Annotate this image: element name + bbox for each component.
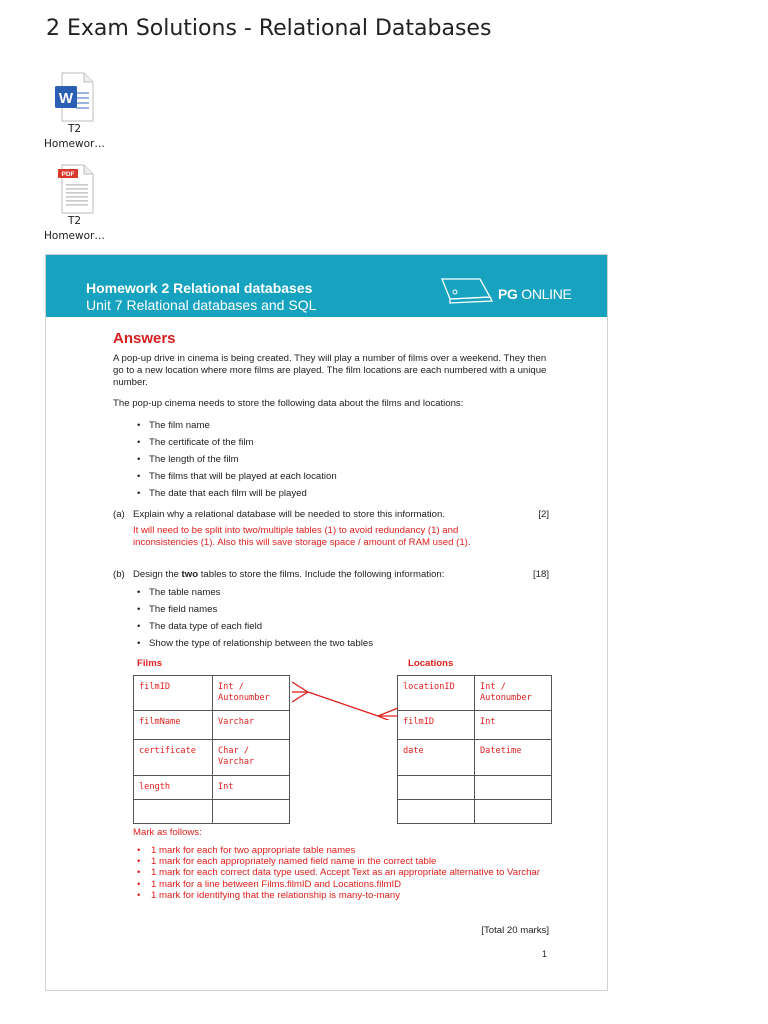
question-a-answer: It will need to be split into two/multiple tables (1) to avoid redundancy (1) and inconsistencies (1). Also this will save storage space / amount of RAM used (1). [133,525,471,548]
pdf-document-icon [52,164,94,214]
file-item-word[interactable] [44,72,124,152]
list-item: • The length of the film [149,454,337,471]
file-name: T2 Homewor… [44,123,105,150]
banner-title: Homework 2 Relational databases [86,280,313,296]
file-name: T2 Homewor… [44,215,105,242]
file-item-pdf[interactable] [44,164,124,244]
films-table [133,675,290,824]
data-list [149,420,337,505]
list-item: • 1 mark for identifying that the relationship is many-to-many [151,890,551,901]
table-row [398,800,552,824]
mark-scheme-list [151,845,551,901]
total-marks: [Total 20 marks] [481,925,549,936]
list-item: • 1 mark for a line between Films.filmID and Locations.filmID [151,879,551,890]
list-item: • The date that each film will be played [149,488,337,505]
table-row: locationID Int / Autonumber [398,676,552,711]
document-banner [46,255,607,317]
list-item: • Show the type of relationship between the two tables [149,638,373,655]
word-document-icon [52,72,94,122]
table-row [398,776,552,800]
list-item: • 1 mark for each for two appropriate table names [151,845,551,856]
films-table-title: Films [137,658,163,669]
requirements-list [149,587,373,655]
pdf-badge: PDF [61,171,75,179]
table-row: filmID Int / Autonumber [134,676,290,711]
question-b-marks: [18] [532,569,549,580]
list-item: • The data type of each field [149,621,373,638]
list-item: • The certificate of the film [149,437,337,454]
table-row: certificate Char / Varchar [134,740,290,776]
document-preview[interactable]: Homework 2 Relational databases Unit 7 Relational databases and SQL PG ONLINE Answers A pop-up drive in cinema is being created. They will play a number of films over a weekend. They then go to a new location where more films are played. The film locations are each numbered with a unique number. The pop-up cinema needs to store the following data about the films and locations: • The film name • The certificate of the film • The length of the film • The films that will be played at each location • The date that each film will be played (a) Explain why a relational database will be needed to store this information. [2] It will need to be split into two/multiple tables (1) to avoid redundancy (1) and inconsistencies (1). Also this will save storage space / amount of RAM used (1). (b) Design the two tables to store the films. Include the following information: [18] • The table names • The field names • The data type of each field • Show the type of relationship between the two tables Films Locations filmID Int / Autonumber filmName Varchar certificate Char / Varchar length Int locationID Int / Autonumber filmID Int date Datetime Mark as follows: • 1 mark for each for two appropriate table names • 1 mark for each appropriately named field name in the correct table • 1 mark for each correct data type used. Accept Text as an appropriate alternative to Varchar • 1 mark for a line between Films.filmID and Locations.filmID • 1 mark for identifying that the relationship is many-to-many [Total 20 marks] 1 [45,254,608,991]
list-item: • 1 mark for each appropriately named field name in the correct table [151,856,551,867]
list-item: • The field names [149,604,373,621]
page-title: 2 Exam Solutions - Relational Databases [46,16,492,41]
laptop-logo-icon [438,275,498,305]
answers-heading: Answers [113,330,176,347]
locations-table-title: Locations [408,658,454,669]
table-row: length Int [134,776,290,800]
question-a-marks: [2] [538,509,549,520]
table-row: filmName Varchar [134,711,290,740]
list-item: • 1 mark for each correct data type used. Accept Text as an appropriate alternative to Varchar [151,867,551,878]
table-row [134,800,290,824]
mark-scheme-heading: Mark as follows: [133,827,202,838]
banner-subtitle: Unit 7 Relational databases and SQL [86,297,317,313]
svg-text:W: W [58,90,74,107]
brand-logo-text: PG ONLINE [498,286,572,302]
intro-paragraph-2: The pop-up cinema needs to store the following data about the films and locations: [113,398,464,409]
table-row: filmID Int [398,711,552,740]
table-row: date Datetime [398,740,552,776]
locations-table [397,675,552,824]
list-item: • The film name [149,420,337,437]
intro-paragraph: A pop-up drive in cinema is being created. They will play a number of films over a weekend. They then go to a new location where more films are played. The film locations are each numbered with a unique number. [113,353,547,388]
page-number: 1 [541,949,547,959]
list-item: • The films that will be played at each location [149,471,337,488]
list-item: • The table names [149,587,373,604]
many-to-many-relationship-line [292,680,398,720]
